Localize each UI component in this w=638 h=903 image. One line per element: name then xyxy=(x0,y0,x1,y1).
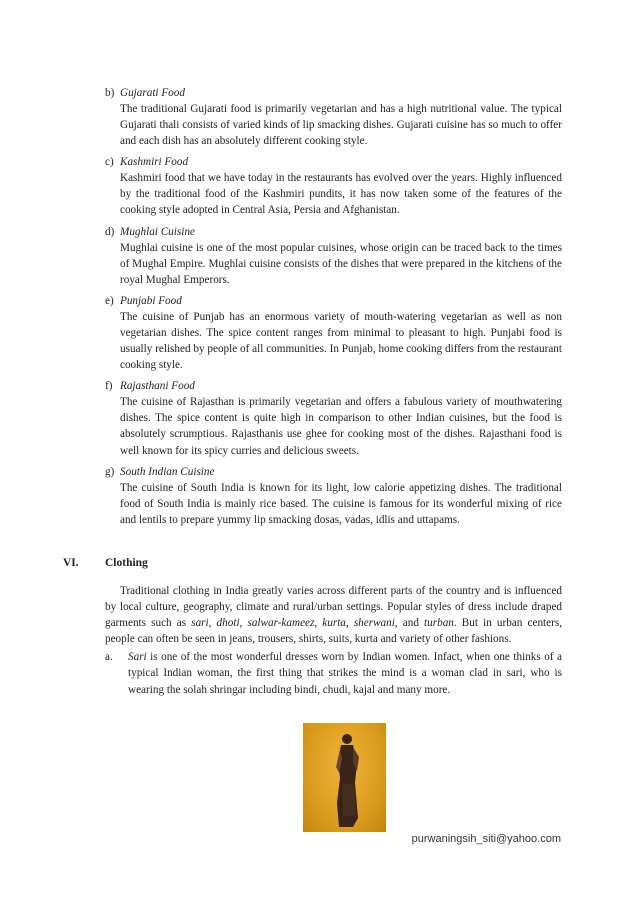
intro-paragraph xyxy=(105,583,562,647)
list-item xyxy=(105,464,562,528)
sari-term: Sari xyxy=(128,651,147,664)
intro-tail: . But in urban centers, people can often be seen in jeans, trousers, shirts, suits, kurta and variety of other fashions. xyxy=(105,617,562,646)
item-body: The cuisine of Punjab has an enormous variety of mouth-watering vegetarian as well as non vegetarian dishes. The spice content ranges from minimal to pleasant to high. Punjabi food is usually relished by people of all communities. In Punjab, home cooking differs from the restaurant cooking style. xyxy=(120,310,562,372)
list-item xyxy=(105,224,562,288)
item-heading xyxy=(105,464,562,480)
list-item xyxy=(105,293,562,373)
footer-email: purwaningsih_siti@yahoo.com xyxy=(411,833,561,845)
item-body: Mughlai cuisine is one of the most popular cuisines, whose origin can be traced back to the times of Mughal Empire. Mughlai cuisine consists of the dishes that were prepared in the kitchens of the royal Mughal Emperors. xyxy=(120,241,562,286)
sari-item xyxy=(105,649,562,697)
intro-and: and xyxy=(397,617,425,630)
sari-description: is one of the most wonderful dresses worn by Indian women. Infact, when one thinks of a typical Indian woman, the first thing that strikes the mind is a woman clad in sari, who is wearing the solah shringar including bindi, chudi, kajal and many more. xyxy=(128,651,562,696)
item-letter: g) xyxy=(105,465,115,478)
item-body: The traditional Gujarati food is primarily vegetarian and has a high nutritional value. The typical Gujarati thali consists of varied kinds of lip smacking dishes. Gujarati cuisine has so much to offer and each dish has an absolutely different cooking style. xyxy=(120,103,562,148)
list-item xyxy=(105,85,562,149)
cuisine-list xyxy=(105,85,562,533)
woman-in-sari-illustration xyxy=(303,723,386,832)
item-heading xyxy=(105,224,562,240)
intro-turban: turban xyxy=(424,617,454,630)
section-title: Clothing xyxy=(105,557,148,569)
section-heading xyxy=(63,557,148,569)
item-title: Rajasthani Food xyxy=(120,380,195,393)
item-heading xyxy=(105,154,562,170)
item-letter: b) xyxy=(105,87,115,99)
item-title: Mughlai Cuisine xyxy=(120,225,195,238)
sub-item-letter: a. xyxy=(105,651,113,664)
intro-garments: sari, dhoti, salwar-kameez, kurta, sherwani, xyxy=(191,617,398,630)
item-body: The cuisine of South India is known for its light, low calorie appetizing dishes. The traditional food of South India is mainly rice based. The cuisine is famous for its wonderful mixing of rice and lentils to prepare yummy lip smacking dosas, vadas, idlis and uttapams. xyxy=(120,481,562,526)
item-title: Punjabi Food xyxy=(120,294,182,307)
item-body: Kashmiri food that we have today in the restaurants has evolved over the years. Highly influenced by the traditional food of the Kashmiri pundits, it has now taken some of the features of the cooking style adopted in Central Asia, Persia and Afghanistan. xyxy=(120,172,562,217)
list-item xyxy=(105,378,562,458)
item-heading xyxy=(105,293,562,309)
item-title: Gujarati Food xyxy=(120,87,185,99)
section-body xyxy=(105,583,562,698)
item-letter: e) xyxy=(105,294,114,307)
sub-item-text xyxy=(128,649,562,697)
item-letter: f) xyxy=(105,380,113,393)
item-title: South Indian Cuisine xyxy=(120,465,215,478)
list-item xyxy=(105,154,562,218)
item-letter: d) xyxy=(105,225,115,238)
item-heading xyxy=(105,85,562,101)
item-body: The cuisine of Rajasthan is primarily vegetarian and offers a fabulous variety of mouthwatering dishes. The spice content is quite high in comparison to other Indian cuisines, but the food is absolutely scrumptious. Rajasthanis use ghee for cooking most of the dishes. Rajasthani food is well known for its spicy curries and delicious sweets. xyxy=(120,396,562,457)
sari-photo xyxy=(303,723,386,832)
item-letter: c) xyxy=(105,156,114,169)
item-title: Kashmiri Food xyxy=(120,156,189,169)
section-numeral: VI. xyxy=(63,557,79,569)
intro-text: Traditional clothing in India greatly varies across different parts of the country and is influenced by local culture, geography, climate and rural/urban settings. Popular styles of dress include draped garments such as xyxy=(105,585,562,630)
item-heading xyxy=(105,378,562,394)
